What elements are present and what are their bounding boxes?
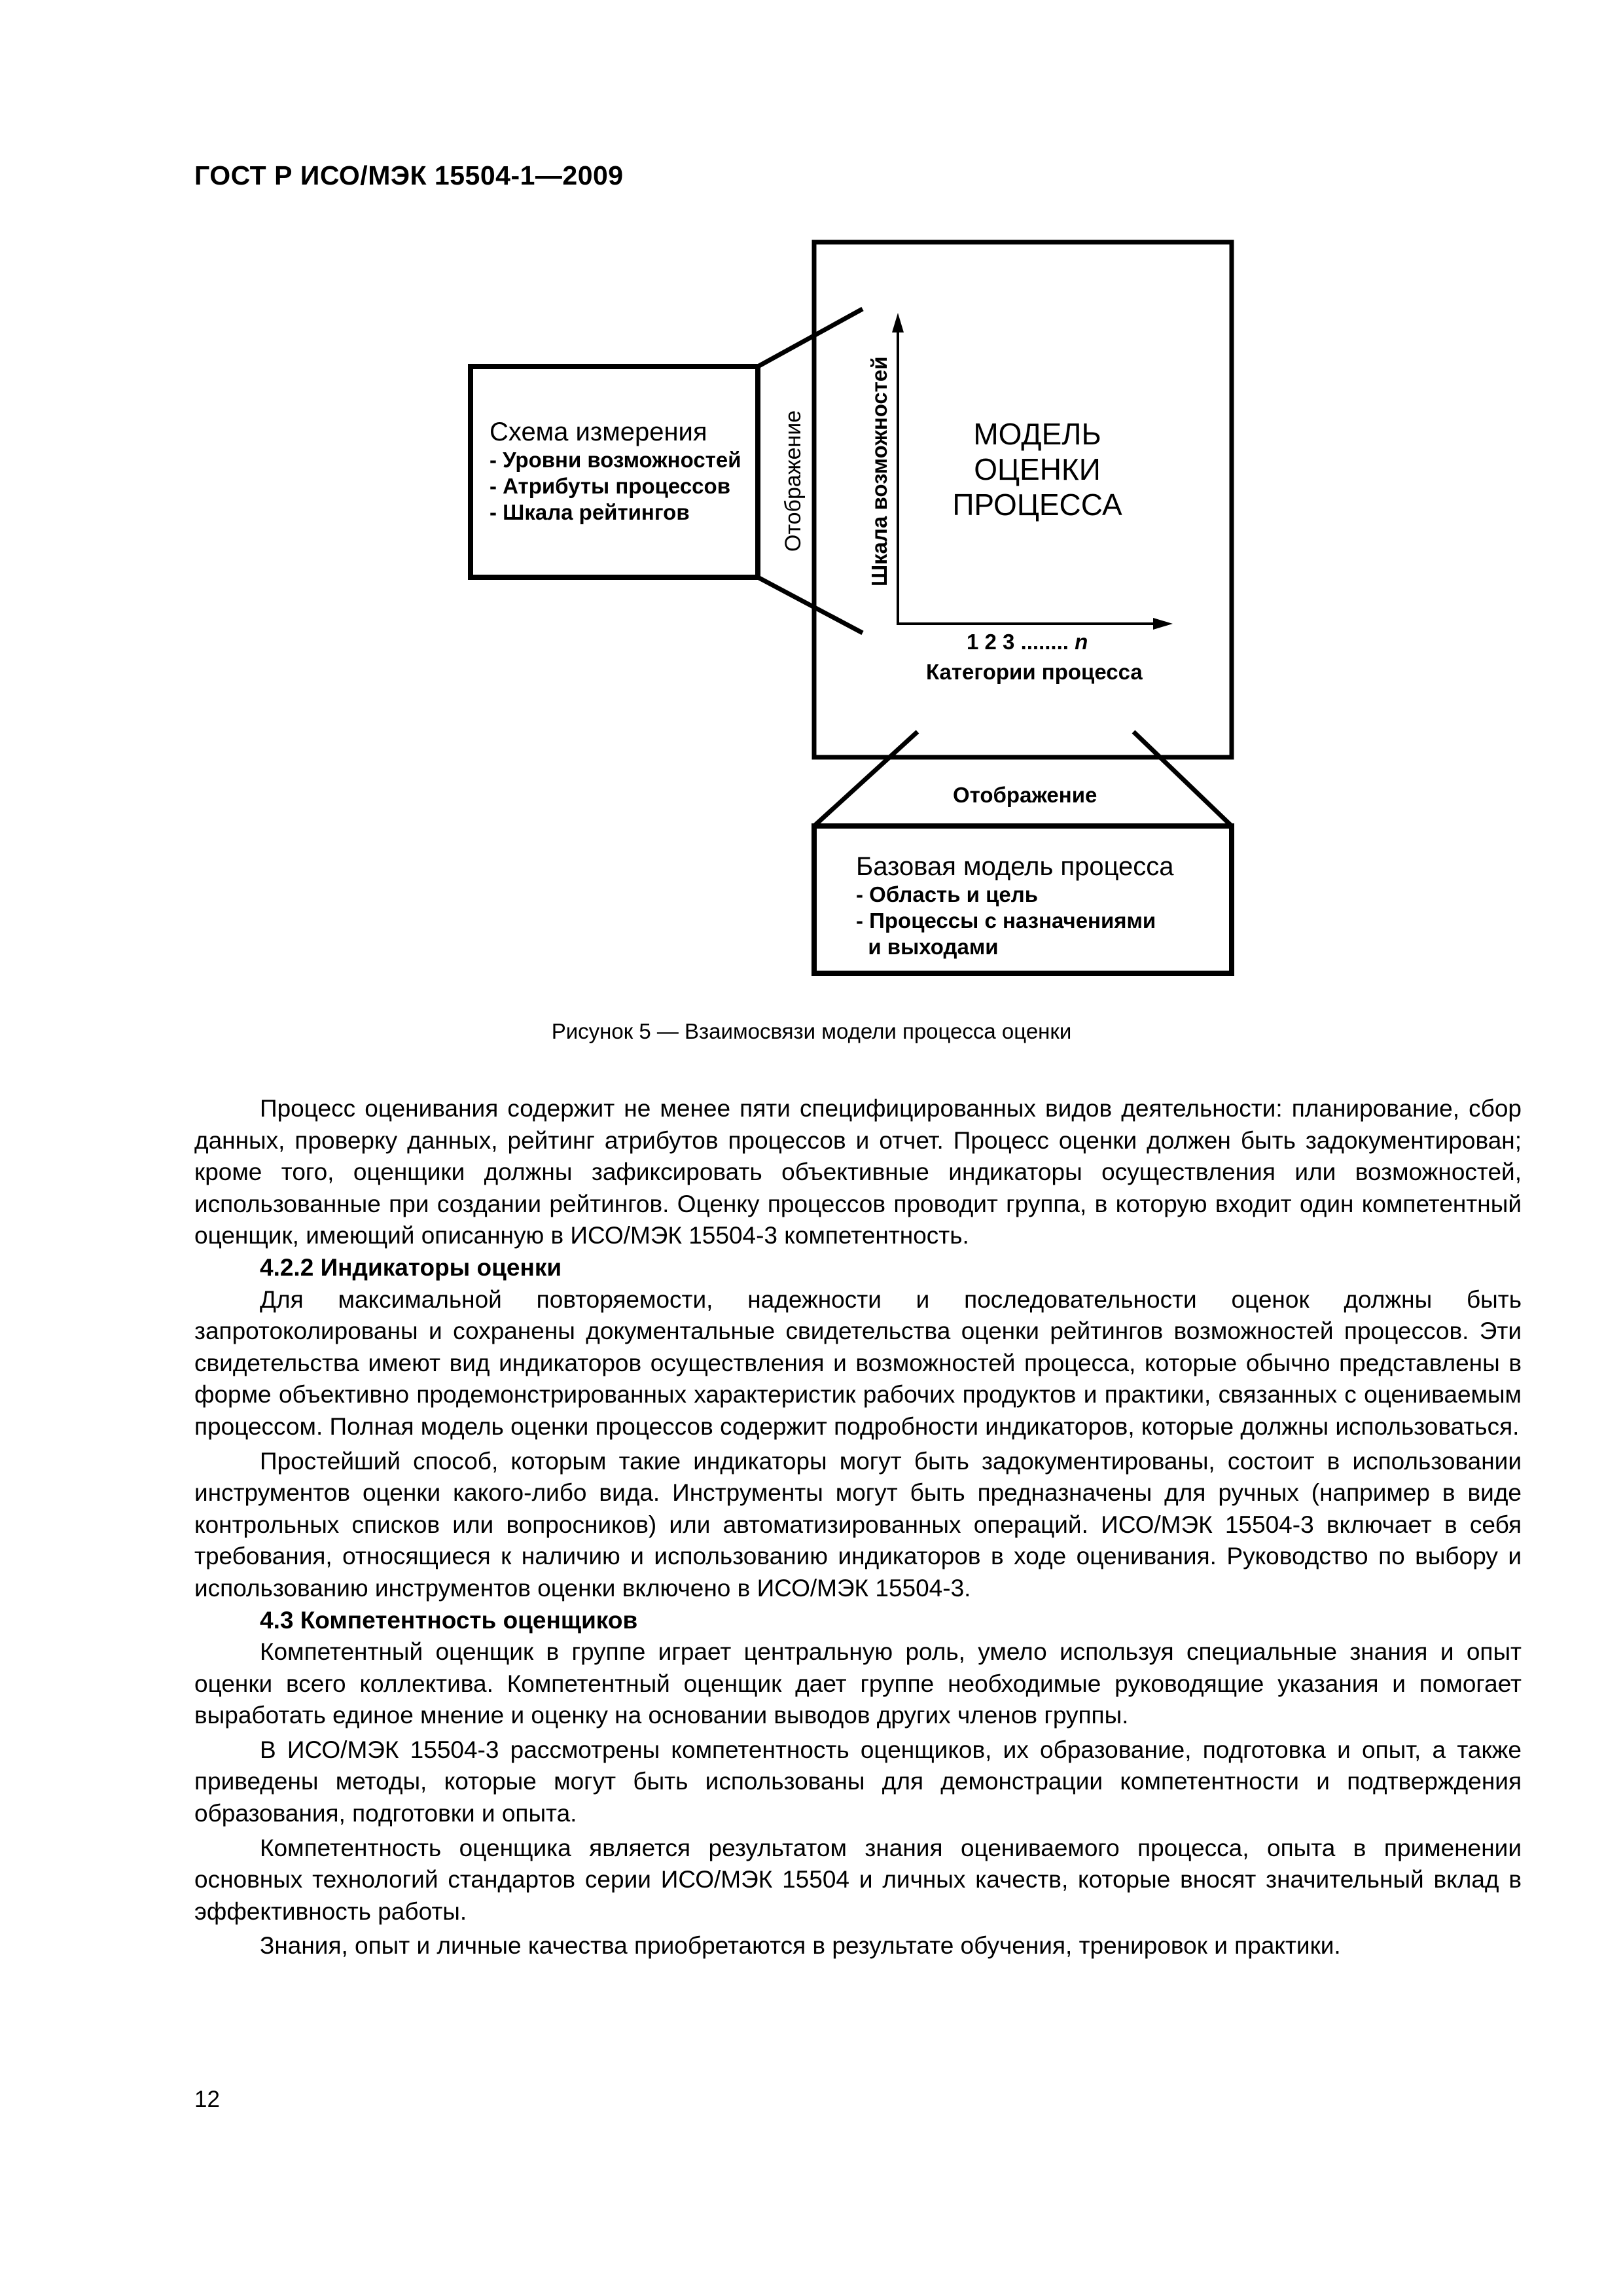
left-mapping-label: Отображение xyxy=(781,410,806,552)
document-header: ГОСТ Р ИСО/МЭК 15504-1—2009 xyxy=(194,160,624,190)
measurement-item: - Уровни возможностей xyxy=(490,448,741,472)
section-heading-4-2-2: 4.2.2 Индикаторы оценки xyxy=(260,1253,562,1281)
reference-item: - Область и цель xyxy=(856,882,1039,906)
x-axis-label: Категории процесса xyxy=(926,660,1143,684)
figure-caption: Рисунок 5 — Взаимосвязи модели процесса оценки xyxy=(551,1019,1072,1043)
measurement-box-title: Схема измерения xyxy=(490,418,707,446)
model-title-line: МОДЕЛЬ xyxy=(973,417,1101,451)
figure-5-diagram xyxy=(0,0,1623,995)
paragraph: В ИСО/МЭК 15504-3 рассмотрены компетентность оценщиков, их образование, подготовка и опыт, а также приведены методы, которые могут быть использованы для демонстрации компетентности и подтверждения образования, подготовки и опыта. xyxy=(194,1736,1522,1827)
assessment-model-title xyxy=(916,416,1158,522)
bottom-mapping-label: Отображение xyxy=(953,783,1097,807)
x-axis-arrow-icon xyxy=(1153,618,1173,630)
section-heading-4-3: 4.3 Компетентность оценщиков xyxy=(260,1606,638,1634)
model-title-line: ПРОЦЕССА xyxy=(952,488,1122,522)
reference-box-title: Базовая модель процесса xyxy=(856,852,1174,881)
measurement-item: - Шкала рейтингов xyxy=(490,500,690,524)
bottom-mapping-right-line xyxy=(1133,732,1232,826)
page-number: 12 xyxy=(194,2087,220,2112)
reference-item: - Процессы с назначениями xyxy=(856,908,1156,933)
left-mapping-upper-line xyxy=(758,309,863,367)
measurement-box-frame xyxy=(471,367,758,577)
x-axis-ticks xyxy=(967,631,1088,653)
model-title-line: ОЦЕНКИ xyxy=(974,452,1101,486)
paragraph: Знания, опыт и личные качества приобретаются в результате обучения, тренировок и практики. xyxy=(260,1932,1341,1960)
measurement-item: - Атрибуты процессов xyxy=(490,474,730,498)
left-mapping-lower-line xyxy=(758,577,863,633)
paragraph: Процесс оценивания содержит не менее пяти специфицированных видов деятельности: планирование, сбор данных, проверку данных, рейтинг атрибутов процессов и отчет. Процесс оценки должен быть задокументирован; кроме того, оценщики должны зафиксировать объективные индикаторы осуществления или возможностей, использованные при создании рейтингов. Оценку процессов проводит группа, в которую входит один компетентный оценщик, имеющий описанную в ИСО/МЭК 15504-3 компетентность. xyxy=(194,1095,1522,1249)
y-axis-label: Шкала возможностей xyxy=(867,356,891,586)
paragraph: Компетентность оценщика является результатом знания оцениваемого процесса, опыта в применении основных технологий стандартов серии ИСО/МЭК 15504 и личных качеств, которые вносят значительный вклад в эффективность работы. xyxy=(194,1834,1522,1925)
x-axis-ticks-n: n xyxy=(1075,630,1088,654)
paragraph: Простейший способ, которым такие индикаторы могут быть задокументированы, состоит в использовании инструментов оценки какого-либо вида. Инструменты могут быть предназначены для ручных (например в виде контрольных списков или вопросников) или автоматизированных операций. ИСО/МЭК 15504-3 включает в себя требования, относящиеся к наличию и использованию индикаторов в ходе оценивания. Руководство по выбору и использованию инструментов оценки включено в ИСО/МЭК 15504-3. xyxy=(194,1447,1522,1602)
body-text xyxy=(194,1093,1522,1962)
x-axis-ticks-numbers: 1 2 3 ........ xyxy=(967,630,1069,654)
paragraph: Компетентный оценщик в группе играет центральную роль, умело используя специальные знания и опыт оценки всего коллектива. Компетентный оценщик дает группе необходимые руководящие указания и помогает выработать единое мнение и оценку на основании выводов других членов группы. xyxy=(194,1638,1522,1729)
bottom-mapping-left-line xyxy=(814,732,918,826)
y-axis-arrow-icon xyxy=(892,313,904,332)
reference-item: и выходами xyxy=(856,935,999,959)
paragraph: Для максимальной повторяемости, надежности и последовательности оценок должны быть запротоколированы и сохранены документальные свидетельства оценки рейтингов возможностей процессов. Эти свидетельства имеют вид индикаторов осуществления и возможностей процесса, которые обычно представлены в форме объективно продемонстрированных характеристик рабочих продуктов и практики, связанных с оцениваемым процессом. Полная модель оценки процессов содержит подробности индикаторов, которые должны использоваться. xyxy=(194,1285,1522,1440)
diagram-lines xyxy=(0,0,1623,995)
